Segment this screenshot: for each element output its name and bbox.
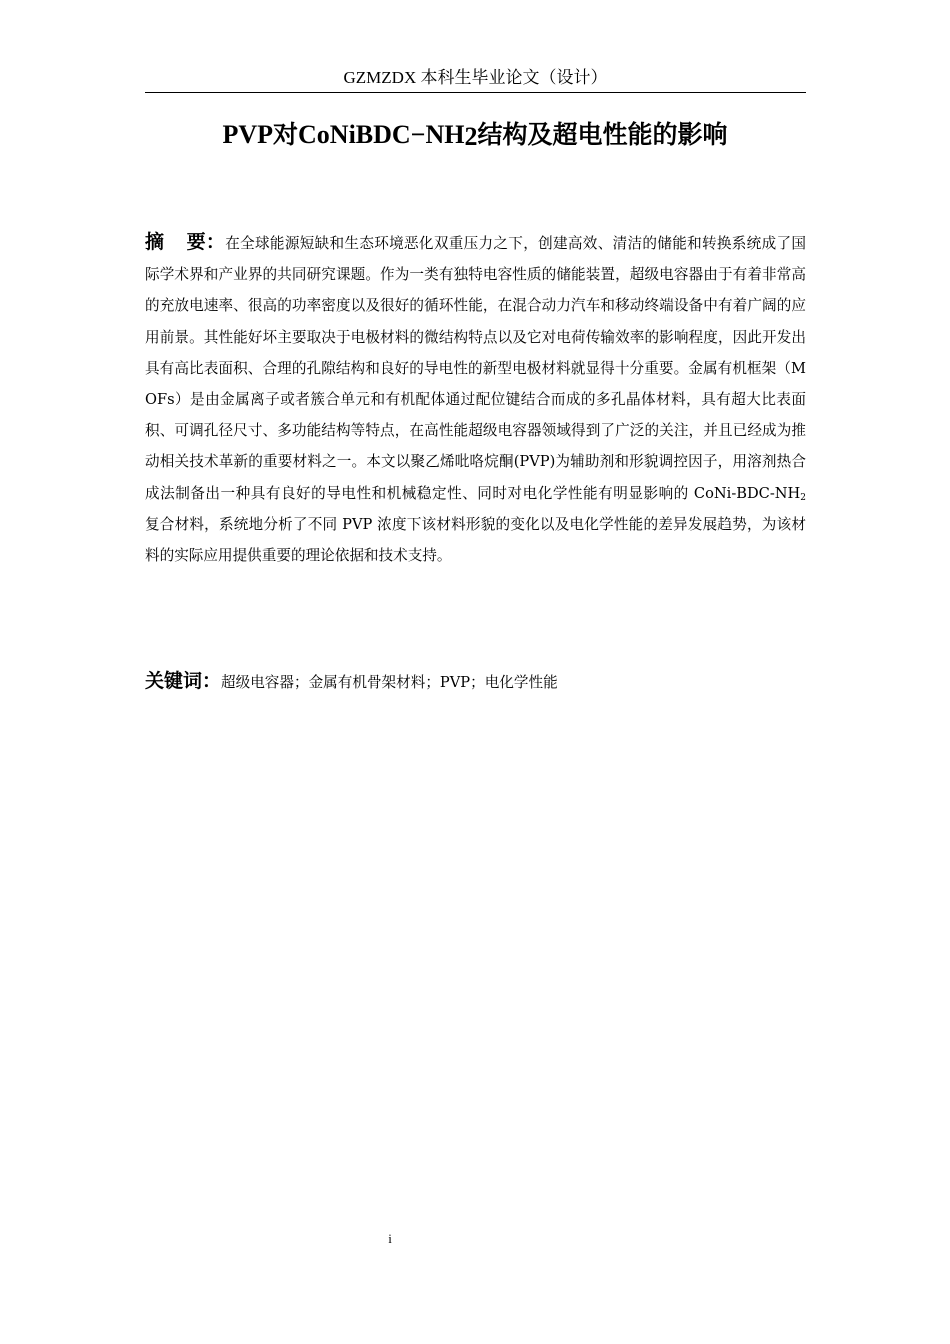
title-part-rest: 结构及超电性能的影响 (477, 120, 728, 149)
abstract-label-char1: 摘 (145, 231, 165, 253)
abstract-label-char2: 要： (186, 231, 226, 253)
title-part-pvp: PVP (222, 120, 273, 149)
header-rule (145, 92, 806, 93)
keywords-text: 超级电容器；金属有机骨架材料；PVP；电化学性能 (221, 674, 558, 691)
abstract-subscript: 2 (800, 492, 806, 503)
page-number: i (388, 1231, 392, 1246)
running-header: GZMZDX 本科生毕业论文（设计） (343, 68, 608, 87)
keywords-line (145, 664, 806, 700)
title-part-dui: 对 (273, 120, 299, 149)
keywords-label: 关键词： (145, 670, 222, 692)
title-part-compound: CoNiBDC−NH (298, 120, 465, 149)
title-subscript: 2 (464, 122, 478, 151)
abstract-paragraph (145, 227, 806, 571)
abstract-text-end: 复合材料，系统地分析了不同 PVP 浓度下该材料形貌的变化以及电化学性能的差异发展趋势，为该材料的实际应用提供重要的理论依据和技术支持。 (145, 515, 806, 565)
abstract-label (145, 231, 225, 253)
abstract-text-main: 在全球能源短缺和生态环境恶化双重压力之下，创建高效、清洁的储能和转换系统成了国际学术界和产业界的共同研究课题。作为一类有独特电容性质的储能装置，超级电容器由于有着非常高的充放电速率、很高的功率密度以及很好的循环性能，在混合动力汽车和移动终端设备中有着广阔的应用前景。其性能好坏主要取决于电极材料的微结构特点以及它对电荷传输效率的影响程度，因此开发出具有高比表面积、合理的孔隙结构和良好的导电性的新型电极材料就显得十分重要。金属有机框架（MOFs）是由金属离子或者簇合单元和有机配体通过配位键结合而成的多孔晶体材料，具有超大比表面积、可调孔径尺寸、多功能结构等特点，在高性能超级电容器领域得到了广泛的关注，并且已经成为推动相关技术革新的重要材料之一。本文以聚乙烯吡咯烷酮(PVP)为辅助剂和形貌调控因子，用溶剂热合成法制备出一种具有良好的导电性和机械稳定性、同时对电化学性能有明显影响的 CoNi-BDC-NH (145, 235, 806, 502)
paper-title (100, 116, 850, 154)
